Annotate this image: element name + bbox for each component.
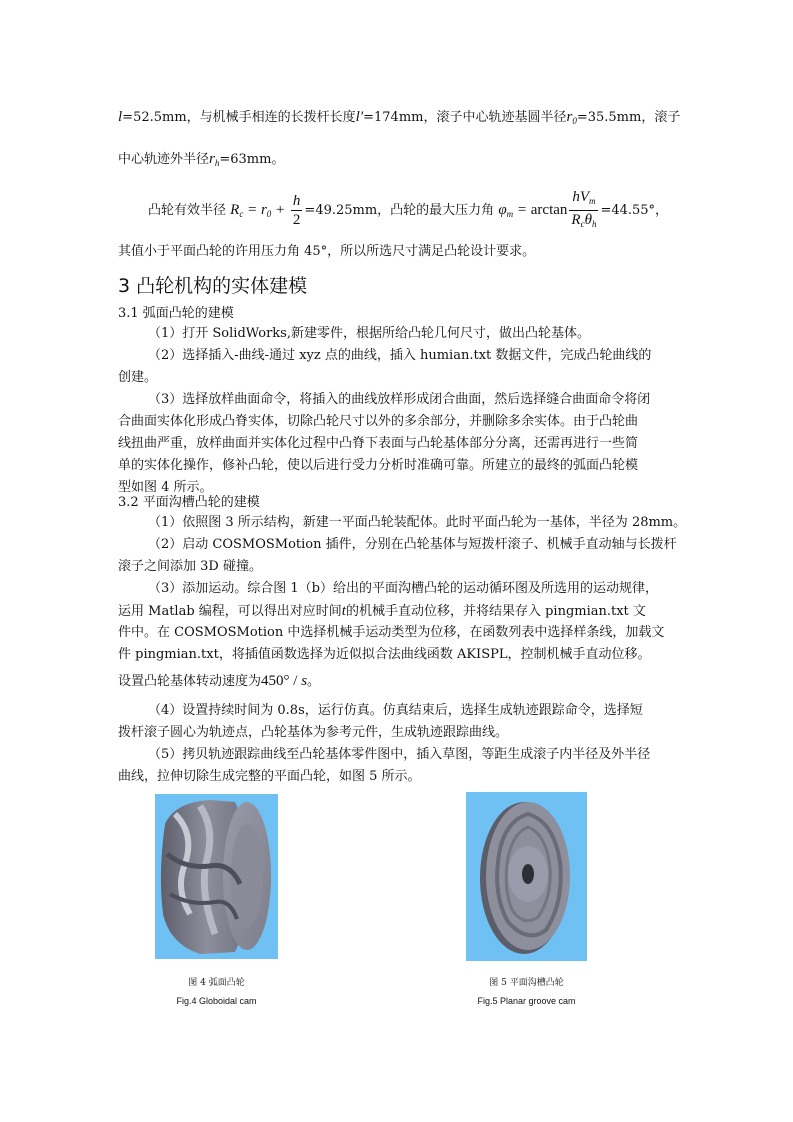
section-3-heading: 3 凸轮机构的实体建模 — [118, 275, 308, 297]
text-segment: =174mm，滚子中心轨迹基圆半径 — [363, 110, 567, 125]
s32-p5b: 曲线，拉伸切除生成完整的平面凸轮，如图 5 所示。 — [118, 769, 421, 784]
formula-intro: 凸轮有效半径 — [148, 203, 227, 218]
formula-rc-value: =49.25mm，凸轮的最大压力角 — [304, 203, 495, 218]
formula-arctan: arctan — [530, 202, 568, 218]
formula-phi-value: =44.55°， — [600, 203, 669, 218]
speed-value: 450° / s — [261, 673, 308, 689]
s32-p4a: （4）设置持续时间为 0.8s，运行仿真。仿真结束后，选择生成轨迹跟踪命令，选择短 — [148, 703, 643, 718]
figure-5-caption-cn: 图 5 平面沟槽凸轮 — [489, 978, 564, 988]
para-after-formula: 其值小于平面凸轮的许用压力角 45°，所以所选尺寸满足凸轮设计要求。 — [118, 244, 536, 259]
param-line-2 — [118, 150, 284, 172]
text-segment: 。 — [307, 674, 321, 689]
text-segment: =63mm。 — [219, 152, 285, 167]
text-segment: =35.5mm，滚子 — [576, 110, 681, 125]
s32-speed — [118, 672, 320, 691]
figure-4-caption-en: Fig.4 Globoidal cam — [176, 996, 257, 1006]
s31-p1: （1）打开 SolidWorks,新建零件，根据所给凸轮几何尺寸，做出凸轮基体。 — [148, 326, 590, 341]
formula-phi: $\varphi_m$ = — [498, 202, 531, 219]
s32-p1: （1）依照图 3 所示结构，新建一平面凸轮装配体。此时平面凸轮为一基体，半径为 28mm。 — [148, 515, 687, 530]
s32-p3a: （3）添加运动。综合图 1（b）给出的平面沟槽凸轮的运动循环图及所选用的运动规律， — [148, 581, 658, 596]
symbol-t: t — [341, 603, 346, 619]
text-segment: 设置凸轮基体转动速度为 — [118, 674, 262, 689]
fraction-pressure-angle: $\frac{hV_m}{R_c\theta_h}$ — [571, 189, 597, 229]
s32-p3d: 件 pingmian.txt，将插值函数选择为近似拟合法曲线函数 AKISPL，控制机械手直动位移。 — [118, 647, 651, 662]
fraction-h-over-2: $\frac{h}{2}$ — [292, 193, 301, 228]
figure-5-planar-groove-cam — [466, 792, 587, 961]
text-segment: 的机械手直动位移，并将结果存入 pingmian.txt 文 — [345, 604, 646, 619]
s31-p3b: 合曲面实体化形成凸脊实体，切除凸轮尺寸以外的多余部分，并删除多余实体。由于凸轮曲 — [118, 414, 639, 429]
s32-p3c: 件中。在 COSMOSMotion 中选择机械手运动类型为位移，在函数列表中选择样条线，加载文 — [118, 625, 665, 640]
s32-p5a: （5）拷贝轨迹跟踪曲线至凸轮基体零件图中，插入草图，等距生成滚子内半径及外半径 — [148, 747, 651, 762]
text-segment: =52.5mm，与机械手相连的长拨杆长度 — [122, 110, 356, 125]
figure-5-caption-en: Fig.5 Planar groove cam — [477, 996, 576, 1006]
s31-p2a: （2）选择插入-曲线-通过 xyz 点的曲线，插入 humian.txt 数据文件，完成凸轮曲线的 — [148, 348, 652, 363]
symbol-rh: $r_h$ — [209, 151, 220, 168]
s32-p2a: （2）启动 COSMOSMotion 插件，分别在凸轮基体与短拨杆滚子、机械手直动轴与长拨杆 — [148, 537, 677, 552]
symbol-l: l — [118, 109, 123, 125]
text-segment: 运用 Matlab 编程，可以得出对应时间 — [118, 604, 342, 619]
planar-groove-cam-render — [466, 792, 587, 961]
s31-p2b: 创建。 — [118, 370, 158, 385]
s31-p3a: （3）选择放样曲面命令，将插入的曲线放样形成闭合曲面，然后选择缝合曲面命令将闭 — [148, 392, 651, 407]
subsection-3-2-heading: 3.2 平面沟槽凸轮的建模 — [118, 495, 260, 510]
globoidal-cam-render — [155, 794, 278, 959]
param-line-1 — [118, 108, 680, 130]
s32-p4b: 拨杆滚子圆心为轨迹点，凸轮基体为参考元件，生成轨迹跟踪曲线。 — [118, 725, 509, 740]
s31-p3d: 单的实体化操作，修补凸轮，使以后进行受力分析时准确可靠。所建立的最终的弧面凸轮模 — [118, 458, 639, 473]
formula-line — [148, 188, 668, 233]
figure-4-globoidal-cam — [155, 794, 278, 959]
s32-p3b — [118, 602, 646, 621]
symbol-l-prime: l′ — [355, 109, 364, 125]
speed-number: 450 — [261, 673, 284, 689]
formula-rc: $R_c = r_0$ + — [230, 202, 289, 219]
s31-p3c: 线扭曲严重，放样曲面并实体化过程中凸脊下表面与凸轮基体部分分离，还需再进行一些简 — [118, 436, 639, 451]
text-segment: 中心轨迹外半径 — [118, 152, 210, 167]
figure-4-caption-cn: 图 4 弧面凸轮 — [188, 978, 245, 988]
s32-p2b: 滚子之间添加 3D 碰撞。 — [118, 559, 262, 574]
subsection-3-1-heading: 3.1 弧面凸轮的建模 — [118, 306, 234, 321]
s31-p3e: 型如图 4 所示。 — [118, 480, 213, 495]
symbol-r0: $r_0$ — [566, 109, 577, 126]
